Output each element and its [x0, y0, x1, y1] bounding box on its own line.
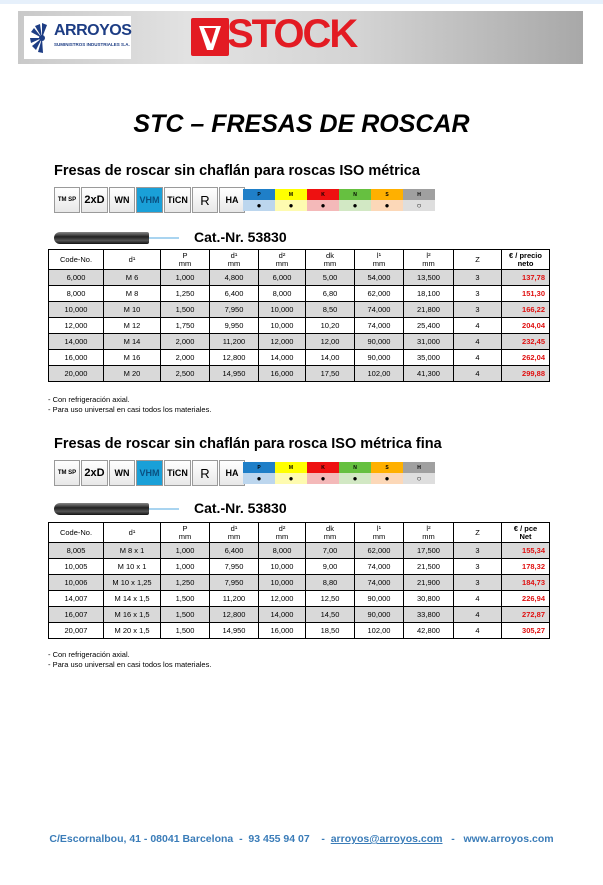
arroyos-logo-text: ARROYOS [54, 22, 132, 39]
ticn-badge: TiCN [164, 460, 191, 486]
table-row: 14,000 M 14 2,000 11,200 12,000 12,00 90,000 31,000 4 232,45 [49, 334, 550, 350]
col-p: P mm [161, 250, 210, 270]
table-row: 12,000 M 12 1,750 9,950 10,000 10,20 74,000 25,400 4 204,04 [49, 318, 550, 334]
material-s: S [371, 462, 403, 473]
note: - Con refrigeración axial. [48, 395, 130, 404]
email-link[interactable]: arroyos@arroyos.com [330, 833, 443, 845]
col-z: Z [454, 523, 502, 543]
stock-logo-text: STOCK [227, 12, 357, 56]
right-hand-icon: R [192, 460, 218, 486]
material-n-mark: ● [339, 200, 371, 211]
col-d1mm: d¹ mm [210, 250, 259, 270]
material-p: P [243, 462, 275, 473]
ticn-badge: TiCN [164, 187, 191, 213]
material-h-mark: ○ [403, 200, 435, 211]
table-row: 10,005 M 10 x 1 1,000 7,950 10,000 9,00 74,000 21,500 3 178,32 [49, 559, 550, 575]
table-row: 8,005 M 8 x 1 1,000 6,400 8,000 7,00 62,000 17,500 3 155,34 [49, 543, 550, 559]
stock-brand-icon [191, 18, 229, 56]
notes [48, 395, 211, 415]
vhm-badge: VHM [136, 460, 163, 486]
table-row: 10,000 M 10 1,500 7,950 10,000 8,50 74,000 21,800 3 166,22 [49, 302, 550, 318]
top-strip [0, 0, 603, 4]
section-title: Fresas de roscar sin chaflán para rosca ISO métrica fina [54, 436, 442, 452]
material-h: H [403, 462, 435, 473]
material-grid [243, 189, 435, 211]
table-row: 20,000 M 20 2,500 14,950 16,000 17,50 102,00 41,300 4 299,88 [49, 366, 550, 382]
footer-separator: - [442, 833, 464, 845]
material-h-mark: ○ [403, 473, 435, 484]
section-title: Fresas de roscar sin chaflán para roscas ISO métrica [54, 163, 420, 179]
material-k: K [307, 462, 339, 473]
right-hand-icon: R [192, 187, 218, 213]
col-code: Code-No. [49, 250, 104, 270]
material-p-mark: ● [243, 473, 275, 484]
table-header [49, 523, 550, 543]
wn-badge: WN [109, 187, 135, 213]
page-title: STC – FRESAS DE ROSCAR [133, 110, 470, 138]
fan-logo-icon [29, 22, 55, 54]
material-m-mark: ● [275, 200, 307, 211]
material-p: P [243, 189, 275, 200]
table-row: 16,000 M 16 2,000 12,800 14,000 14,00 90,000 35,000 4 262,04 [49, 350, 550, 366]
material-m-mark: ● [275, 473, 307, 484]
wn-badge: WN [109, 460, 135, 486]
col-d2: d² mm [259, 250, 306, 270]
material-n: N [339, 189, 371, 200]
material-s-mark: ● [371, 473, 403, 484]
property-badges [54, 187, 245, 213]
footer [0, 833, 603, 845]
col-d1: d¹ [104, 523, 161, 543]
col-l1: l¹ mm [355, 250, 404, 270]
col-l2: l² mm [404, 250, 454, 270]
table-row: 14,007 M 14 x 1,5 1,500 11,200 12,000 12,50 90,000 30,800 4 226,94 [49, 591, 550, 607]
tm-sp-badge: TM SP [54, 460, 80, 486]
vhm-badge: VHM [136, 187, 163, 213]
table-row: 16,007 M 16 x 1,5 1,500 12,800 14,000 14,50 90,000 33,800 4 272,87 [49, 607, 550, 623]
col-price: € / precio neto [502, 250, 550, 270]
material-n: N [339, 462, 371, 473]
ha-shank-badge: HA [219, 187, 245, 213]
catalog-number: Cat.-Nr. 53830 [194, 229, 287, 245]
material-k: K [307, 189, 339, 200]
material-s-mark: ● [371, 200, 403, 211]
material-grid [243, 462, 435, 484]
material-p-mark: ● [243, 200, 275, 211]
product-table [48, 249, 550, 382]
col-d1: d¹ [104, 250, 161, 270]
col-dk: dk mm [306, 523, 355, 543]
col-dk: dk mm [306, 250, 355, 270]
col-p: P mm [161, 523, 210, 543]
arroyos-logo [24, 16, 131, 59]
col-price: € / pce Net [502, 523, 550, 543]
note: - Para uso universal en casi todos los materiales. [48, 405, 212, 414]
catalog-number: Cat.-Nr. 53830 [194, 500, 287, 516]
material-m: M [275, 462, 307, 473]
notes [48, 650, 211, 670]
table-row: 10,006 M 10 x 1,25 1,250 7,950 10,000 8,80 74,000 21,900 3 184,73 [49, 575, 550, 591]
tm-sp-badge: TM SP [54, 187, 80, 213]
table-row: 8,000 M 8 1,250 6,400 8,000 6,80 62,000 18,100 3 151,30 [49, 286, 550, 302]
col-d2: d² mm [259, 523, 306, 543]
note: - Para uso universal en casi todos los materiales. [48, 660, 212, 669]
table-row: 6,000 M 6 1,000 4,800 6,000 5,00 54,000 13,500 3 137,78 [49, 270, 550, 286]
footer-address: C/Escornalbou, 41 - 08041 Barcelona - 93 455 94 07 - [49, 833, 331, 845]
table-row: 20,007 M 20 x 1,5 1,500 14,950 16,000 18,50 102,00 42,800 4 305,27 [49, 623, 550, 639]
col-code: Code-No. [49, 523, 104, 543]
material-h: H [403, 189, 435, 200]
col-z: Z [454, 250, 502, 270]
material-k-mark: ● [307, 200, 339, 211]
material-n-mark: ● [339, 473, 371, 484]
material-m: M [275, 189, 307, 200]
material-k-mark: ● [307, 473, 339, 484]
col-l2: l² mm [404, 523, 454, 543]
note: - Con refrigeración axial. [48, 650, 130, 659]
header-banner [18, 11, 583, 64]
col-d1mm: d¹ mm [210, 523, 259, 543]
material-s: S [371, 189, 403, 200]
thread-mill-icon [54, 232, 149, 244]
table-header [49, 250, 550, 270]
product-table [48, 522, 550, 639]
website-link[interactable]: www.arroyos.com [463, 833, 554, 845]
arroyos-logo-subtitle: SUMINISTROS INDUSTRIALES S.A. [54, 42, 130, 47]
property-badges [54, 460, 245, 486]
col-l1: l¹ mm [355, 523, 404, 543]
2xd-badge: 2xD [81, 460, 108, 486]
thread-mill-icon [54, 503, 149, 515]
2xd-badge: 2xD [81, 187, 108, 213]
ha-shank-badge: HA [219, 460, 245, 486]
